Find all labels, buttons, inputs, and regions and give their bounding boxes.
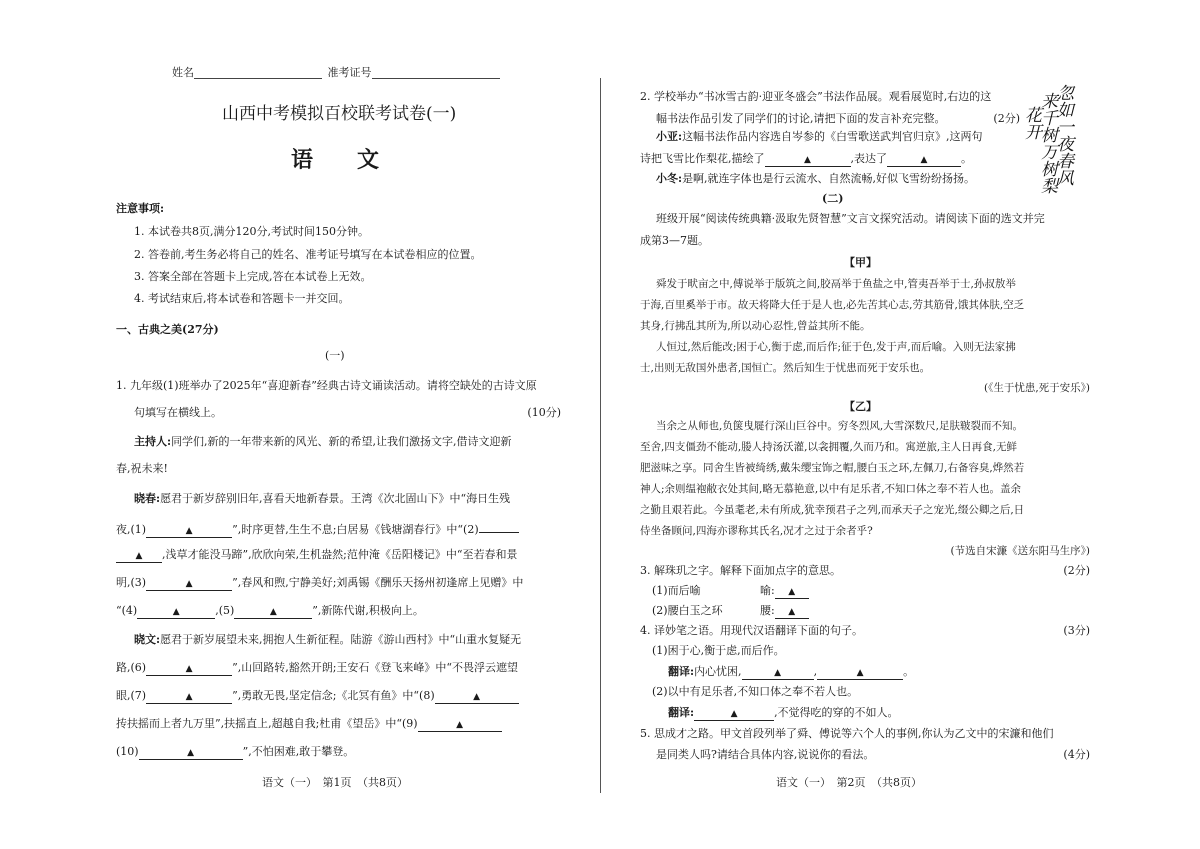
q4-blank-2: ▲ [817,667,903,680]
answer-blank-5: ▲ [234,606,312,619]
passage-source: (《生于忧患,死于安乐》) [983,382,1090,394]
xiaowen-line [116,689,519,704]
passage-line: 其身,行拂乱其所为,所以动心忍性,曾益其所不能。 [640,320,871,332]
q1-text: 句填写在横线上。 [134,406,222,419]
xiaochun-text: ”,春风和煦,宁静美好;刘禹锡《酬乐天扬州初逢席上见赠》中 [232,576,524,589]
passage-source: (节选自宋濂《送东阳马生序》) [950,545,1090,557]
q3-text: 3. 解珠玑之字。解释下面加点字的意思。 [640,564,841,577]
speaker-label: 小亚: [656,130,683,143]
xiaochun-line [116,576,523,591]
q2-blank-2: ▲ [887,154,961,167]
q3-item [760,584,809,599]
q2-text: 2. 学校举办“书冰雪古韵·迎亚冬盛会”书法作品展。观看展览时,右边的这 [640,90,992,103]
passage-line: 于海,百里奚举于市。故天将降大任于是人也,必先苦其心志,劳其筋骨,饿其体肤,空乏 [640,299,1025,311]
q3-label: 喻: [760,584,775,597]
xiaowen-text: ”,不怕困难,敢于攀登。 [242,745,355,758]
q2-points: (2分) [993,112,1020,125]
notice-item: 3. 答案全部在答题卡上完成,答在本试卷上无效。 [134,270,372,283]
answer-blank-7: ▲ [146,691,232,704]
xiaoya-line [656,130,983,143]
passage-line: 之勤且艰若此。今虽耄老,未有所成,犹幸预君子之列,而承天子之宠光,缀公卿之后,日 [640,504,1025,516]
passage-jia-heading: 【甲】 [844,256,877,269]
xiaodong-text: 是啊,就连字体也是行云流水、自然流畅,好似飞雪纷纷扬扬。 [682,172,976,185]
intro-text: 班级开展“阅读传统典籍·汲取先贤智慧”文言文探究活动。请阅读下面的选文并完 [656,212,1045,225]
speaker-label: 主持人: [134,435,172,448]
xiaochun-text: 愿君于新岁辞别旧年,喜看天地新春景。王湾《次北固山下》中“海日生残 [160,492,511,505]
xiaochun-text: ,(5) [215,604,235,617]
notice-item: 1. 本试卷共8页,满分120分,考试时间150分钟。 [134,225,369,238]
q4-item: (1)困于心,衡于虑,而后作。 [652,644,785,657]
passage-line: 人恒过,然后能改;困于心,衡于虑,而后作;征于色,发于声,而后喻。入则无法家拂 [656,341,1016,353]
xiaochun-text: “(4) [116,604,138,617]
xiaochun-text: ,浅草才能没马蹄”,欣欣向荣,生机盎然;范仲淹《岳阳楼记》中“至若春和景 [162,548,518,561]
translation-text: 内心忧困, [694,665,742,678]
answer-blank-2 [479,520,519,533]
host-line [134,435,512,448]
translation-text: ,不觉得吃的穿的不如人。 [774,706,899,719]
name-field-row [172,66,500,79]
page-footer: 语文（一） 第1页 （共8页） [262,776,408,789]
calligraphy-column: 花开 [1021,106,1041,140]
xiaoya-line: 诗把飞雪比作梨花,描绘了 ▲ ,表达了 ▲ 。 [640,152,972,165]
subject-title: 语 文 [291,147,380,173]
passage-line: 至舍,四支僵劲不能动,媵人持汤沃灌,以衾拥覆,久而乃和。寓逆旅,主人日再食,无鲜 [640,441,1018,453]
answer-blank-1: ▲ [146,525,232,538]
q3-blank-1: ▲ [775,586,809,599]
translation-label: 翻译: [668,665,695,678]
xiaowen-line [116,661,518,676]
answer-blank-2-cont: ▲ [116,550,162,563]
xiaochun-line [134,492,510,505]
xiaowen-text: 路,(6) [116,661,147,674]
answer-blank-6: ▲ [146,663,232,676]
answer-blank-8: ▲ [435,691,519,704]
xiaowen-line [134,633,521,646]
q4-points: (3分) [1063,624,1090,637]
xiaochun-text: 明,(3) [116,576,147,589]
host-line: 春,祝未来! [116,462,168,475]
passage-line: 士,出则无敌国外患者,国恒亡。然后知生于忧患而死于安乐也。 [640,362,931,374]
q4-item: (2)以中有足乐者,不知口体之奉不若人也。 [652,685,859,698]
q3-item [760,604,809,619]
translation-label: 翻译: [668,706,695,719]
calligraphy-column: 忽如一夜春风 [1053,84,1073,186]
xiaodong-line [656,172,975,185]
xiaoya-text: ,表达了 [850,152,887,165]
q4-translation [668,706,899,721]
xiaochun-text: ”,新陈代谢,积极向上。 [312,604,424,617]
answer-blank-10: ▲ [139,747,243,760]
id-label: 准考证号 [327,66,372,79]
part-heading: (二) [822,192,844,205]
passage-line: 神人;余则缊袍敝衣处其间,略无慕艳意,以中有足乐者,不知口体之奉不若人也。盖余 [640,483,1022,495]
q3-label: 腰: [760,604,775,617]
q5-text: 5. 思成才之路。甲文首段列举了舜、傅说等六个人的事例,你认为乙文中的宋濂和他们 [640,727,1054,740]
intro-text: 成第3—7题。 [640,234,709,247]
xiaowen-line [116,717,502,732]
q1-text: 1. 九年级(1)班举办了2025年“喜迎新春”经典古诗文诵读活动。请将空缺处的古诗文原 [116,379,537,392]
q4-translation: 翻译:内心忧困, ▲ , ▲ 。 [668,665,915,678]
xiaochun-line [116,548,517,563]
xiaowen-text: 眼,(7) [116,689,147,702]
id-line [372,66,500,79]
xiaowen-text: ”,山回路转,豁然开朗;王安石《登飞来峰》中“不畏浮云遮望 [232,661,519,674]
q5-text: 是同类人吗?请结合具体内容,说说你的看法。 [656,748,875,761]
speaker-label: 晓文: [134,633,161,646]
part-heading: (一) [325,349,345,362]
xiaowen-text: 抟扶摇而上者九万里”,扶摇直上,超越自我;杜甫《望岳》中“(9) [116,717,418,730]
xiaowen-text: 愿君于新岁展望未来,拥抱人生新征程。陆游《游山西村》中“山重水复疑无 [160,633,522,646]
q2-text: 幅书法作品引发了同学们的讨论,请把下面的发言补充完整。 [656,112,946,125]
passage-line: 舜发于畎亩之中,傅说举于版筑之间,胶鬲举于鱼盐之中,管夷吾举于士,孙叔敖举 [656,278,1016,290]
xiaowen-text: ”,勇敢无畏,坚定信念;《北冥有鱼》中“(8) [232,689,435,702]
q3-item: (1)而后喻 [652,584,701,597]
xiaowen-line [116,745,354,760]
answer-blank-9: ▲ [418,719,502,732]
calligraphy-column: 来千树万树梨 [1037,92,1057,194]
name-line [194,66,322,79]
answer-blank-4: ▲ [137,606,215,619]
notice-title: 注意事项: [116,202,165,215]
calligraphy-artwork [1021,84,1074,202]
xiaoya-text: 这幅书法作品内容选自岑参的《白雪歌送武判官归京》,这两句 [682,130,983,143]
section-heading: 一、古典之美(27分) [116,323,219,336]
speaker-label: 小冬: [656,172,683,185]
answer-blank-3: ▲ [146,578,232,591]
q4-blank-1: ▲ [742,667,814,680]
q4-blank-3: ▲ [694,708,774,721]
page-footer: 语文（一） 第2页 （共8页） [776,776,922,789]
notice-item: 2. 答卷前,考生务必将自己的姓名、准考证号填写在本试卷相应的位置。 [134,248,482,261]
xiaochun-text: ”,时序更替,生生不息;白居易《钱塘湖春行》中“(2) [232,523,479,536]
q3-points: (2分) [1063,564,1090,577]
name-label: 姓名 [172,66,194,79]
xiaowen-text: (10) [116,745,139,758]
q5-points: (4分) [1063,748,1090,761]
q3-blank-2: ▲ [775,606,809,619]
xiaoya-text: 诗把飞雪比作梨花,描绘了 [640,152,765,165]
q4-text: 4. 译妙笔之语。用现代汉语翻译下面的句子。 [640,624,863,637]
q2-blank-1: ▲ [765,154,851,167]
passage-line: 肥滋味之享。同舍生皆被绮绣,戴朱缨宝饰之帽,腰白玉之环,左佩刀,右备容臭,烨然若 [640,462,1025,474]
exam-title: 山西中考模拟百校联考试卷(一) [222,104,457,124]
xiaochun-line [116,604,424,619]
passage-yi-heading: 【乙】 [844,400,877,413]
passage-line: 当余之从师也,负箧曳屣行深山巨谷中。穷冬烈风,大雪深数尺,足肤皲裂而不知。 [656,420,1024,432]
xiaochun-text: 夜,(1) [116,523,147,536]
q3-item: (2)腰白玉之环 [652,604,723,617]
host-text: 同学们,新的一年带来新的风光、新的希望,让我们激扬文字,借诗文迎新 [171,435,512,448]
passage-line: 侍坐备顾问,四海亦谬称其氏名,况才之过于余者乎? [640,525,873,537]
notice-item: 4. 考试结束后,将本试卷和答题卡一并交回。 [134,292,350,305]
speaker-label: 晓春: [134,492,161,505]
xiaochun-line [116,520,519,538]
q1-points: (10分) [527,406,561,419]
